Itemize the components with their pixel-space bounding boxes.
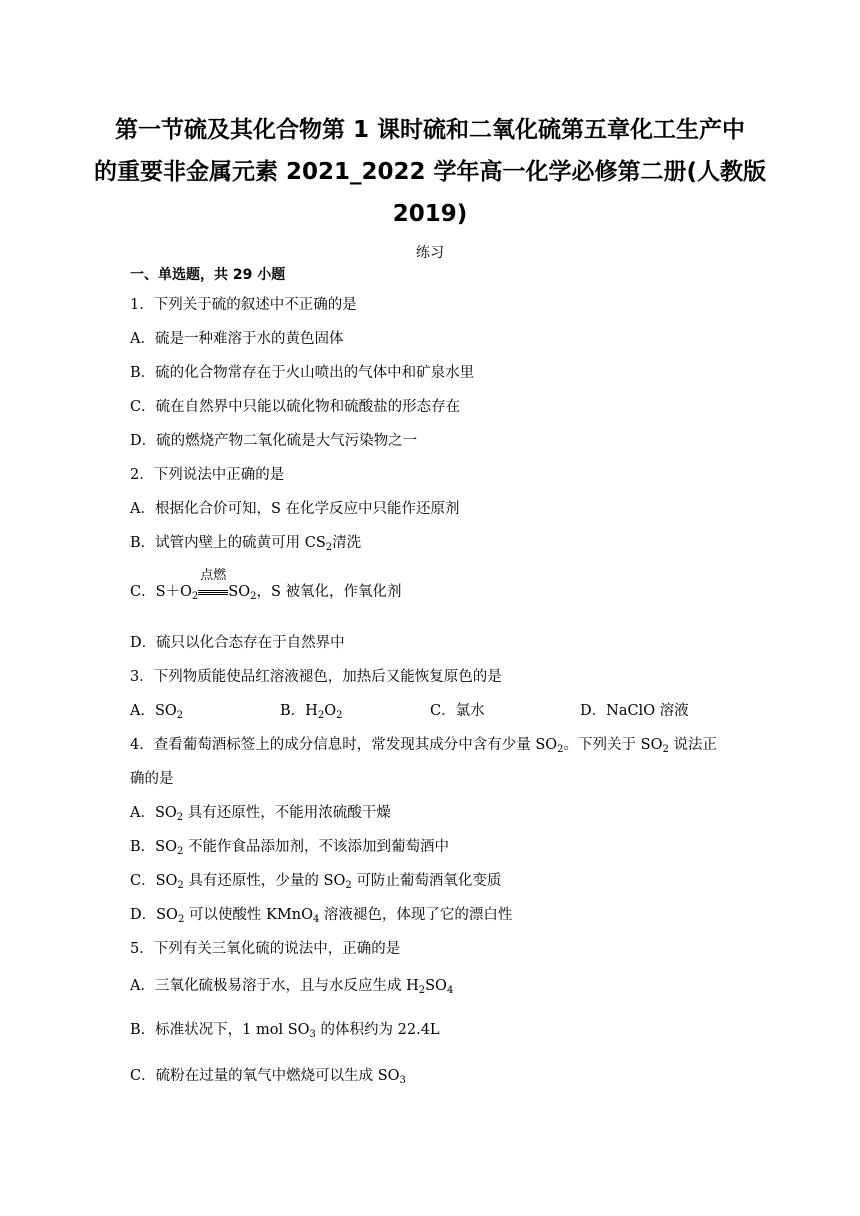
- document-title-line-3: 2019): [392, 201, 468, 227]
- q2-c-product: SO: [228, 584, 251, 600]
- q3-a-text: A．SO: [130, 703, 177, 719]
- q4-d-subscript-2: 4: [312, 914, 320, 925]
- q5-option-a: [130, 974, 453, 995]
- q5-a-text-mid: SO: [425, 978, 447, 994]
- q4-b-subscript: 2: [176, 846, 184, 857]
- q5-c-text: C．硫粉在过量的氧气中燃烧可以生成 SO: [130, 1068, 400, 1084]
- q4-c-subscript: 2: [177, 880, 184, 891]
- q5-a-subscript-2: 4: [446, 985, 454, 996]
- q4-b-text: B．SO: [130, 839, 177, 855]
- q5-stem: 5．下列有关三氧化硫的说法中，正确的是: [130, 941, 401, 957]
- equals-sign: [198, 590, 228, 595]
- q5-option-b: [130, 1018, 440, 1039]
- q5-b-text: B．标准状况下，1 mol SO: [130, 1022, 310, 1038]
- q3-b-subscript-1: 2: [317, 710, 325, 721]
- q4-option-d: [130, 903, 512, 924]
- q3-option-c: C．氯水: [430, 703, 485, 719]
- q3-option-d: D．NaClO 溶液: [580, 703, 689, 719]
- q2-c-subscript-1: 2: [191, 591, 199, 602]
- q4-stem-text-mid: 。下列关于 SO: [563, 737, 663, 753]
- q2-c-subscript-2: 2: [250, 591, 257, 602]
- reaction-condition: [198, 568, 228, 600]
- q4-a-text: A．SO: [130, 805, 177, 821]
- q4-a-subscript: 2: [176, 812, 184, 823]
- q4-option-b: [130, 835, 449, 856]
- q4-d-text-mid: 可以使酸性 KMnO: [184, 907, 313, 923]
- q1-option-b: B．硫的化合物常存在于火山喷出的气体中和矿泉水里: [130, 365, 475, 381]
- q2-c-text-end: ，S 被氧化，作氧化剂: [256, 584, 402, 600]
- q1-option-a: A．硫是一种难溶于水的黄色固体: [130, 331, 344, 347]
- q3-option-a: [130, 699, 183, 720]
- q4-d-text: D．SO: [130, 907, 178, 923]
- q3-stem: 3．下列物质能使品红溶液褪色，加热后又能恢复原色的是: [130, 669, 502, 685]
- q5-b-subscript: 3: [309, 1029, 316, 1040]
- q4-stem-text-end: 说法正: [668, 737, 717, 753]
- q3-option-b: [280, 699, 342, 720]
- q2-option-a: A．根据化合价可知，S 在化学反应中只能作还原剂: [130, 501, 460, 517]
- q4-option-a: [130, 801, 391, 822]
- q5-c-subscript: 3: [399, 1075, 406, 1086]
- section-heading: 一、单选题，共 29 小题: [130, 267, 286, 283]
- q5-option-c: [130, 1064, 406, 1085]
- q2-b-subscript: 2: [325, 542, 333, 553]
- q1-option-c: C．硫在自然界中只能以硫化物和硫酸盐的形态存在: [130, 399, 461, 415]
- q4-b-text-end: 不能作食品添加剂，不该添加到葡萄酒中: [183, 839, 449, 855]
- document-title-line-2: 的重要非金属元素 2021_2022 学年高一化学必修第二册(人教版: [93, 159, 767, 185]
- q4-stem-line-1: [130, 733, 717, 754]
- q2-c-text: C．S＋O: [130, 584, 192, 600]
- q2-option-d: D．硫只以化合态存在于自然界中: [130, 635, 345, 651]
- q4-c-text: C．SO: [130, 873, 178, 889]
- q2-b-text-end: 清洗: [332, 535, 362, 551]
- q5-b-text-end: 的体积约为 22.4L: [315, 1022, 440, 1038]
- q4-stem-line-2: 确的是: [130, 771, 174, 787]
- q4-option-c: [130, 869, 501, 890]
- q3-b-text: B．H: [280, 703, 318, 719]
- q4-d-text-end: 溶液褪色，体现了它的漂白性: [319, 907, 513, 923]
- q2-stem: 2．下列说法中正确的是: [130, 467, 285, 483]
- q4-stem-text: 4．查看葡萄酒标签上的成分信息时，常发现其成分中含有少量 SO: [130, 737, 558, 753]
- q2-b-text: B．试管内壁上的硫黄可用 CS: [130, 535, 326, 551]
- q2-option-b: [130, 531, 361, 552]
- q5-a-subscript-1: 2: [418, 985, 426, 996]
- q4-a-text-end: 具有还原性，不能用浓硫酸干燥: [183, 805, 391, 821]
- q3-b-text-mid: O: [324, 703, 337, 719]
- q1-option-d: D．硫的燃烧产物二氧化硫是大气污染物之一: [130, 433, 418, 449]
- q3-a-subscript: 2: [176, 710, 184, 721]
- q4-c-text-mid: 具有还原性，少量的 SO: [183, 873, 346, 889]
- reaction-condition-label: 点燃: [200, 568, 227, 583]
- q4-d-subscript: 2: [177, 914, 185, 925]
- q3-b-subscript-2: 2: [336, 710, 343, 721]
- q4-c-text-end: 可防止葡萄酒氧化变质: [351, 873, 502, 889]
- document-title-line-1: 第一节硫及其化合物第 1 课时硫和二氧化硫第五章化工生产中: [114, 117, 746, 143]
- q1-stem: 1．下列关于硫的叙述中不正确的是: [130, 297, 357, 313]
- q4-stem-subscript: 2: [557, 744, 564, 755]
- q2-option-c: [130, 568, 402, 602]
- document-subtitle: 练习: [416, 245, 444, 261]
- q4-c-subscript-2: 2: [345, 880, 352, 891]
- q5-a-text: A．三氧化硫极易溶于水，且与水反应生成 H: [130, 978, 419, 994]
- q4-stem-subscript-2: 2: [662, 744, 669, 755]
